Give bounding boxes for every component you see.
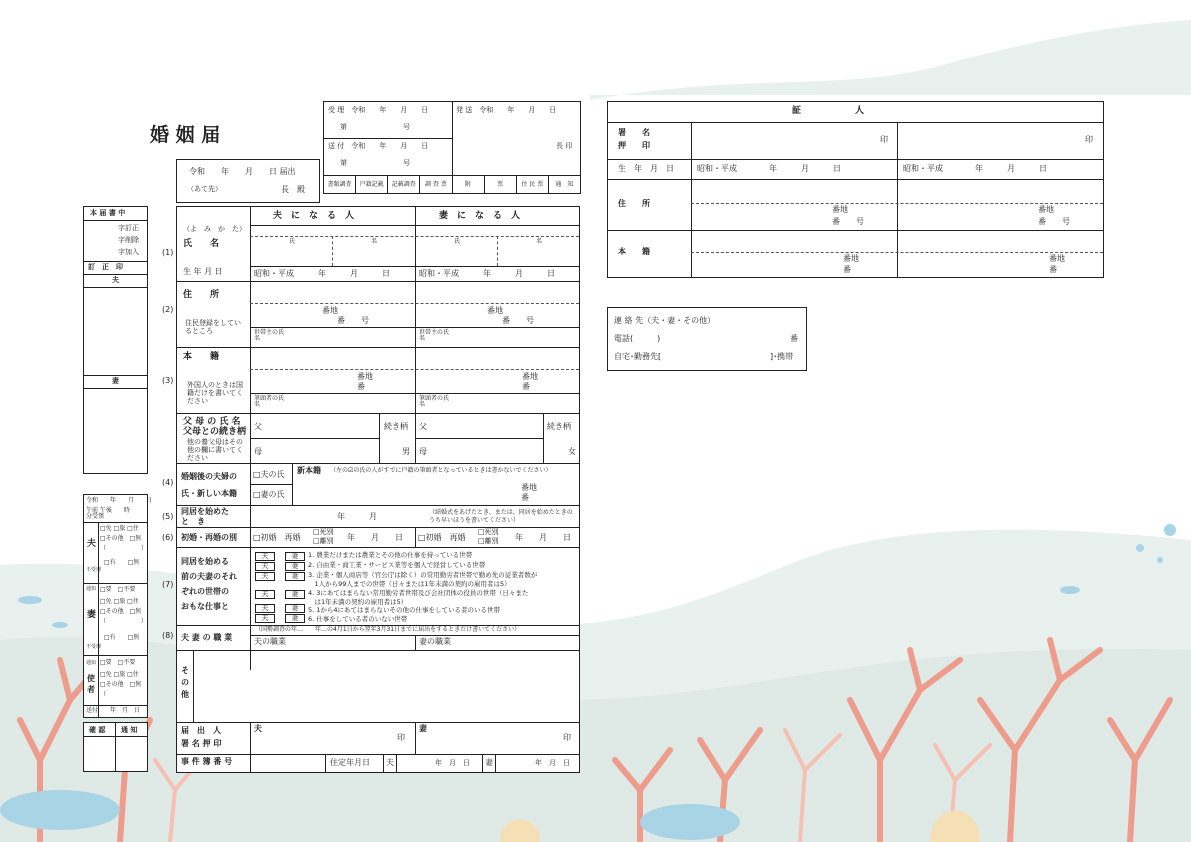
banchi: 番地 [522, 372, 538, 381]
occ-husband-box[interactable]: 夫 [255, 562, 275, 571]
contact-mobile: ]･携帯 [770, 352, 794, 361]
main-form [176, 206, 580, 773]
stamp-cell: 戸籍記載 [356, 176, 388, 193]
occ-husband-box[interactable]: 夫 [255, 614, 275, 623]
occupation-option: 5. 1から4にあてはまらないその他の仕事をしている者のいる世帯 [308, 606, 501, 614]
contact-phone: 電話( ) [614, 334, 661, 343]
seal-mark: 印 [563, 733, 571, 742]
furigana-label: （よ み か た） [183, 225, 246, 233]
occupation-option: 2. 自由業・商工業・サービス業等を個人で経営している世帯 [308, 561, 486, 569]
correction-panel [83, 206, 148, 474]
id-options: □その他 □無 [100, 681, 142, 688]
address-note: 住民登録をしているところ [185, 319, 241, 335]
stamp-label: 押 印 [618, 141, 650, 150]
contact-phone-ban: 番 [790, 334, 798, 343]
chief-label: 長 殿 [281, 185, 305, 194]
occupation-option: 6. 仕事をしている者のいない世帯 [308, 615, 408, 623]
residence-wife: 妻 [485, 758, 493, 767]
witness-header: 証 人 [792, 106, 865, 116]
unneeded-label: 不受理 [86, 567, 102, 573]
surname-mark: 氏 [454, 238, 461, 245]
yes-no: □有 □無 [104, 559, 140, 566]
id-open: （ [100, 618, 107, 625]
notify-label: 通 知 [121, 726, 138, 734]
received-label: 受 理 令和 年 月 日 [328, 106, 429, 114]
given-mark: 名 [536, 238, 543, 245]
ban: 番 [521, 493, 529, 502]
page-title: 婚 姻 届 [150, 124, 221, 146]
husband-label: 夫 [112, 276, 119, 284]
occ-husband-box[interactable]: 夫 [255, 552, 275, 561]
send-date: 送付 年 月 日 [86, 707, 141, 714]
row-number: (2) [162, 305, 174, 314]
row-number: (7) [162, 580, 174, 589]
relation-label: 続き柄 [547, 422, 571, 431]
cohabit-label: 同居を始めた [181, 507, 229, 516]
witness-box [607, 101, 1104, 278]
surname-mark: 氏 [289, 238, 296, 245]
address-label: 住 所 [183, 290, 220, 300]
after-name-label: 婚姻後の夫婦の [181, 472, 237, 481]
occupation-head: 同居を始める [181, 557, 229, 566]
stamp-cell: 通 知 [555, 181, 574, 188]
banchi: 番地 [832, 205, 848, 214]
addressee-label: （あて先） [187, 185, 222, 193]
ban: 番 [357, 382, 365, 391]
residence-ymd: 年 月 日 [435, 759, 470, 767]
filing-date-label: 令和 年 月 日 届出 [189, 167, 296, 176]
occ-husband-box[interactable]: 夫 [255, 604, 275, 613]
witness-seal: 印 [880, 135, 888, 144]
witness-birth-label: 生 年 月 日 [618, 164, 674, 173]
husband-birth: 昭和・平成 年 月 日 [254, 269, 390, 278]
mother-label: 母 [419, 447, 427, 456]
receipt-date: 令和 年 月 日 [86, 497, 153, 504]
correction-header: 本 届 書 中 [90, 209, 126, 217]
remarry-date: 年 月 日 [347, 533, 403, 542]
husband-header: 夫 に な る 人 [273, 211, 355, 221]
receipt-time: 午前 午後 時 分受領 [86, 507, 142, 520]
banchi: 番地 [1049, 254, 1065, 263]
correction-item: 字削除 [118, 236, 139, 244]
occupation-option: 4. 3にあてはまらない常用勤労者世帯及び会社団体の役員の世帯（日々また [308, 589, 529, 597]
seal-mark: 印 [397, 733, 405, 742]
ban: 番 [522, 382, 530, 391]
banchi: 番地 [843, 254, 859, 263]
id-open: （ [100, 545, 107, 552]
stamp-cell: 票 [485, 176, 517, 193]
messenger-label: 使 者 [87, 674, 103, 694]
mother-label: 母 [254, 447, 262, 456]
yes-no: □有 □無 [104, 634, 140, 641]
notice-label: 通知 [86, 586, 97, 592]
other-label: そ の 他 [181, 666, 189, 699]
death-option[interactable]: □死別 [313, 528, 334, 536]
given-mark: 名 [371, 238, 378, 245]
unneeded-label: 不受理 [86, 644, 102, 650]
occ-wife-box[interactable]: 妻 [285, 562, 305, 571]
witness-honseki-label: 本 籍 [618, 247, 650, 256]
witness-address-label: 住 所 [618, 199, 650, 208]
ban-go: 番 号 [832, 217, 864, 226]
applicant-husband: 夫 [254, 724, 262, 733]
office-stamp-row [324, 176, 580, 193]
witness-birth-value: 昭和・平成 年 月 日 [903, 164, 1047, 173]
householder-label: 世帯主の氏名 [254, 329, 285, 342]
honseki-label: 本 籍 [183, 352, 220, 362]
contact-home: 自宅･勤務先[ [614, 352, 662, 361]
filing-date-box [176, 159, 320, 203]
banchi: 番地 [487, 306, 503, 315]
new-honseki-label: 新本籍 [297, 466, 321, 475]
occ-wife-box[interactable]: 妻 [285, 590, 305, 599]
parents-rel-label: 父母との続き柄 [183, 427, 247, 437]
residence-date-label: 住定年月日 [330, 758, 370, 767]
need-options: □要 □不要 [100, 586, 136, 593]
census-note: （国勢調査の年… 年…の4月1日から翌年3月31日までに届出をするときだけ書いてください） [255, 626, 521, 633]
notice-label: 通知 [86, 660, 97, 666]
head-label: 筆頭者の氏名 [419, 395, 450, 408]
occupation-head: 前の夫妻のそれ [181, 572, 237, 581]
birth-label: 生 年 月 日 [183, 267, 223, 276]
row-number: (6) [162, 533, 174, 542]
need-options: □要 □不要 [100, 659, 136, 666]
occupation-option: 1. 農業だけまたは農業とその他の仕事を持っている世帯 [308, 551, 473, 559]
daughter-label: 女 [568, 447, 576, 456]
row-number: (4) [162, 478, 174, 487]
occ-wife-box[interactable]: 妻 [285, 604, 305, 613]
occ-husband-box[interactable]: 夫 [255, 590, 275, 599]
occupation-option: 1人から99人までの世帯（日々または1年未満の契約の雇用者は5） [308, 580, 511, 588]
correction-seal-label: 訂 正 印 [88, 263, 123, 271]
witness-birth-value: 昭和・平成 年 月 日 [697, 164, 841, 173]
job-label: 夫 妻 の 職 業 [181, 633, 233, 642]
new-honseki-note: （左の☑の氏の人がすでに戸籍の筆頭者となっているときは書かないでください） [330, 467, 552, 474]
number2-label: 第 号 [340, 159, 410, 167]
wife-first-remarry[interactable]: □初婚 再婚 [418, 533, 466, 542]
stamp-cell: 記載調査 [388, 176, 420, 193]
confirm-box [83, 722, 148, 772]
marriage-type-label: 初婚・再婚の別 [181, 533, 237, 542]
wife-header: 妻 に な る 人 [439, 211, 521, 221]
banchi: 番地 [357, 372, 373, 381]
id-close: ） [141, 545, 148, 552]
husband-job-label: 夫の職業 [254, 637, 286, 646]
wife-job-label: 妻の職業 [419, 637, 451, 646]
occ-wife-box[interactable]: 妻 [285, 552, 305, 561]
case-number-label: 事 件 簿 番 号 [181, 757, 233, 766]
occupation-head: ぞれの世帯の [181, 587, 229, 596]
signature-label: 署 名 [618, 128, 650, 137]
occ-wife-box[interactable]: 妻 [285, 614, 305, 623]
stamp-cell: 書類調査 [324, 176, 356, 193]
ban: 番 [843, 265, 851, 274]
id-options: □免 □旅 □住 [100, 598, 139, 605]
occ-husband-box[interactable]: 夫 [255, 572, 275, 581]
husband-name-checkbox[interactable]: □夫の氏 [253, 470, 285, 479]
parents-label: 父 母 の 氏 名 [183, 417, 241, 427]
relation-label: 続き柄 [384, 422, 408, 431]
id-options: □その他 □無 [100, 608, 142, 615]
row-number: (8) [162, 631, 174, 640]
divorce-option[interactable]: □離別 [478, 537, 499, 545]
chief-seal-label: 長 印 [556, 142, 573, 150]
banchi: 番地 [1038, 205, 1054, 214]
occ-wife-box[interactable]: 妻 [285, 572, 305, 581]
name-label: 氏 名 [183, 239, 220, 249]
lower-husband-label: 夫 [87, 539, 97, 549]
id-options: □免 □旅 □住 [100, 671, 139, 678]
father-label: 父 [254, 422, 262, 431]
ban-go: 番 号 [502, 316, 534, 325]
wife-birth: 昭和・平成 年 月 日 [419, 269, 555, 278]
parents-note: 他の養父母はその他の欄に書いてください [187, 438, 243, 462]
id-options: □免 □旅 □住 [100, 525, 139, 532]
stamp-cell: 住 民 票 [517, 176, 549, 193]
wife-name-checkbox[interactable]: □妻の氏 [253, 490, 285, 499]
cohabit-date: 年 月 [337, 512, 377, 521]
residence-ymd: 年 月 日 [535, 759, 570, 767]
ban: 番 [1049, 265, 1057, 274]
lower-wife-label: 妻 [87, 610, 97, 620]
remarry-date: 年 月 日 [515, 533, 571, 542]
correction-item: 字訂正 [118, 224, 139, 232]
number1-label: 第 号 [340, 123, 410, 131]
id-open: （ [100, 691, 107, 698]
ban-go: 番 号 [337, 316, 369, 325]
cohabit-label2: と き [181, 517, 205, 526]
sent-label: 発 送 令和 年 月 日 [456, 106, 557, 114]
father-label: 父 [419, 422, 427, 431]
stamp-cell: 調 査 票 [420, 176, 452, 193]
stamp-cell: 附 [453, 176, 485, 193]
residence-husband: 夫 [386, 758, 394, 767]
applicant-label2: 署 名 押 印 [181, 739, 222, 748]
confirm-label: 確 認 [89, 726, 106, 734]
id-close: ） [141, 618, 148, 625]
honseki-note: 外国人のときは国籍だけを書いてください [187, 381, 243, 405]
applicant-label: 届 出 人 [181, 726, 221, 735]
cohabit-note: （結婚式をあげたとき、または、同居を始めたときのうち早いほうを書いてください） [429, 509, 573, 524]
banchi: 番地 [521, 483, 537, 492]
row-number: (3) [162, 376, 174, 385]
row-number: (5) [162, 512, 174, 521]
applicant-wife: 妻 [419, 724, 427, 733]
office-use-box [323, 101, 581, 194]
id-options: □その他 □無 [100, 535, 142, 542]
occupation-head: おもな仕事と [181, 602, 229, 611]
sent2-label: 送 付 令和 年 月 日 [328, 142, 429, 150]
death-option[interactable]: □死別 [478, 528, 499, 536]
receipt-panel [83, 494, 153, 718]
husband-first-remarry[interactable]: □初婚 再婚 [253, 533, 301, 542]
householder-label: 世帯主の氏名 [419, 329, 450, 342]
occupation-option: 3. 企業・個人商店等（官公庁は除く）の常用勤労者世帯で勤め先の従業者数が [308, 571, 538, 579]
banchi: 番地 [322, 306, 338, 315]
divorce-option[interactable]: □離別 [313, 537, 334, 545]
wife-label: 妻 [112, 377, 119, 385]
after-name-label2: 氏・新しい本籍 [181, 489, 237, 498]
row-number: (1) [162, 248, 174, 257]
ban-go: 番 号 [1038, 217, 1070, 226]
head-label: 筆頭者の氏名 [254, 395, 285, 408]
occupation-option: は1年未満の契約の雇用者は5） [308, 598, 408, 606]
witness-seal: 印 [1085, 135, 1093, 144]
son-label: 男 [402, 447, 410, 456]
contact-box [607, 307, 807, 371]
contact-title: 連 絡 先（夫・妻・その他） [614, 316, 716, 325]
correction-item: 字加入 [118, 248, 139, 256]
